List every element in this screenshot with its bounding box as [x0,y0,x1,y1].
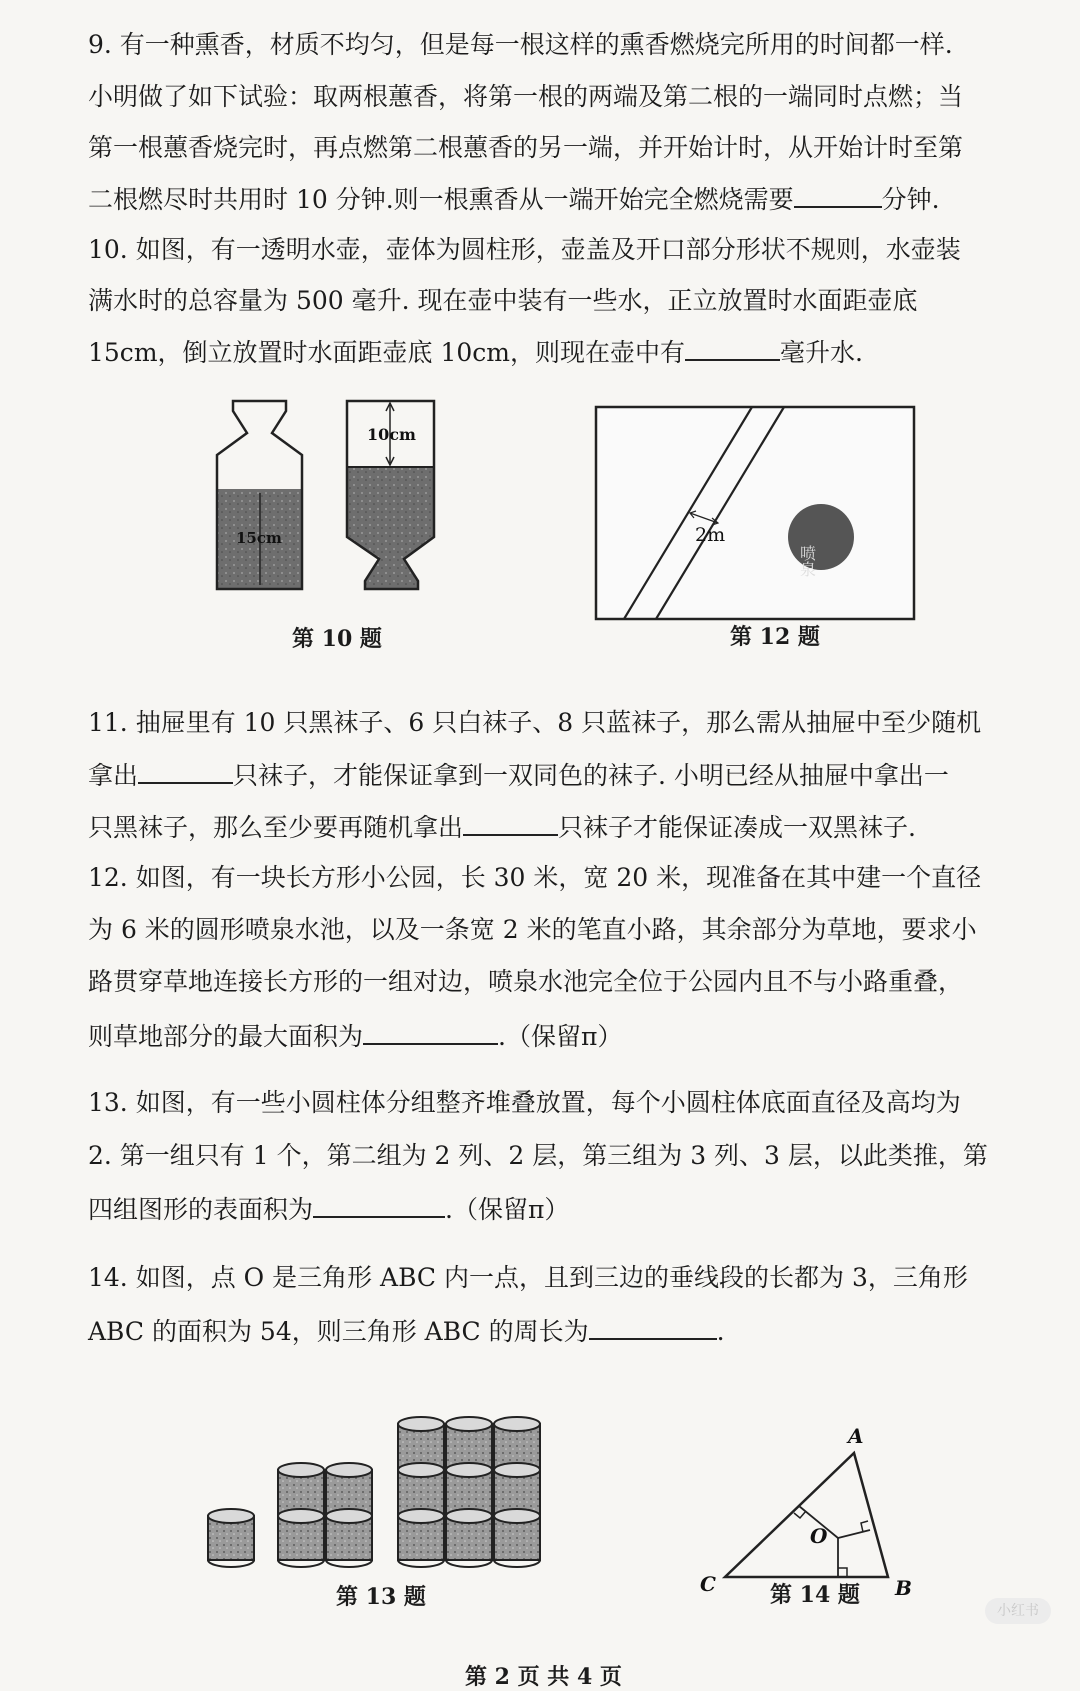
q9-line1: 9. 有一种熏香，材质不均匀，但是每一根这样的熏香燃烧完所用的时间都一样. [88,30,953,59]
q11-line3-tail: 只袜子才能保证凑成一双黑袜子. [558,813,916,842]
fig10-caption: 第 10 题 [292,626,382,652]
fig10-bottles [200,395,460,605]
fig12-caption: 第 12 题 [730,624,820,650]
inverted-10cm-label: 10cm [367,425,416,444]
q9-answer-blank[interactable] [794,182,882,208]
q11-line3-head: 只黑袜子，那么至少要再随机拿出 [88,813,464,842]
q9-line4 [88,182,1008,217]
q13-line3-tail: .（保留π） [445,1195,570,1224]
q12-line4-tail: .（保留π） [498,1022,623,1051]
vertex-a-label: A [848,1424,864,1448]
inverted-bottle-water [347,467,434,589]
q12-answer-blank[interactable] [363,1019,498,1045]
q14-line2 [88,1314,1008,1349]
fig13-cylinders [200,1425,560,1565]
triangle-abc [725,1453,888,1577]
q11-answer-blank-1[interactable] [138,758,233,784]
upright-15cm-label: 15cm [236,529,282,547]
q10-line3 [88,335,1008,370]
q13-answer-blank[interactable] [313,1192,445,1218]
q9-line2: 小明做了如下试验：取两根蕙香，将第一根的两端及第二根的一端同时点燃；当 [88,82,964,111]
vertex-c-label: C [700,1572,716,1596]
q10-answer-blank[interactable] [685,335,780,361]
q9-line3: 第一根蕙香烧完时，再点燃第二根蕙香的另一端，并开始计时，从开始计时至第 [88,133,964,162]
q11-line3 [88,810,1008,845]
cylinder [446,1509,492,1567]
cylinder [208,1509,254,1567]
cylinder [326,1509,372,1567]
cylinder [398,1509,444,1567]
q13-line2: 2. 第一组只有 1 个，第二组为 2 列、2 层，第三组为 3 列、3 层，以此类推，第 [88,1141,988,1170]
page-footer: 第 2 页 共 4 页 [465,1664,622,1690]
q11-answer-blank-2[interactable] [463,810,558,836]
q12-line2: 为 6 米的圆形喷泉水池，以及一条宽 2 米的笔直小路，其余部分为草地，要求小 [88,915,977,944]
q14-line2-head: ABC 的面积为 54，则三角形 ABC 的周长为 [88,1317,589,1346]
q14-line1: 14. 如图，点 O 是三角形 ABC 内一点，且到三边的垂线段的长都为 3，三角形 [88,1263,968,1292]
point-o-label: O [810,1524,828,1548]
fig13-caption: 第 13 题 [336,1584,426,1610]
q14-line2-tail: . [716,1317,725,1346]
q13-line3 [88,1192,1008,1227]
q11-line2 [88,758,1008,793]
q14-answer-blank[interactable] [589,1314,717,1340]
q9-line4-tail: 分钟. [881,185,940,214]
q12-line4-head: 则草地部分的最大面积为 [88,1022,364,1051]
cylinder [278,1509,324,1567]
watermark-badge: 小红书 [985,1598,1051,1624]
q10-line2: 满水时的总容量为 500 毫升. 现在壶中装有一些水，正立放置时水面距壶底 [88,286,918,315]
vertex-b-label: B [895,1576,912,1600]
q12-line4 [88,1019,1008,1054]
q12-line3: 路贯穿草地连接长方形的一组对边，喷泉水池完全位于公园内且不与小路重叠， [88,967,964,996]
q12-line1: 12. 如图，有一块长方形小公园，长 30 米，宽 20 米，现准备在其中建一个直径 [88,863,982,892]
q13-line1: 13. 如图，有一些小圆柱体分组整齐堆叠放置，每个小圆柱体底面直径及高均为 [88,1088,961,1117]
cylinder [494,1509,540,1567]
path-width-label: 2m [695,524,726,546]
q10-line3-text: 15cm，倒立放置时水面距壶底 10cm，则现在壶中有 [88,338,685,367]
q13-line3-head: 四组图形的表面积为 [88,1195,314,1224]
fig12-park [594,405,924,625]
q11-line1: 11. 抽屉里有 10 只黑袜子、6 只白袜子、8 只蓝袜子，那么需从抽屉中至少随机 [88,708,982,737]
q11-line2-tail: 只袜子，才能保证拿到一双同色的袜子. 小明已经从抽屉中拿出一 [233,761,949,790]
fig14-caption: 第 14 题 [770,1582,860,1608]
fountain-label: 喷泉 [797,545,817,577]
q10-line3-tail: 毫升水. [780,338,863,367]
fig14-triangle [690,1425,920,1600]
q11-line2-head: 拿出 [88,761,139,790]
q10-line1: 10. 如图，有一透明水壶，壶体为圆柱形，壶盖及开口部分形状不规则，水壶装 [88,235,961,264]
q9-line4-text: 二根燃尽时共用时 10 分钟.则一根熏香从一端开始完全燃烧需要 [88,185,794,214]
